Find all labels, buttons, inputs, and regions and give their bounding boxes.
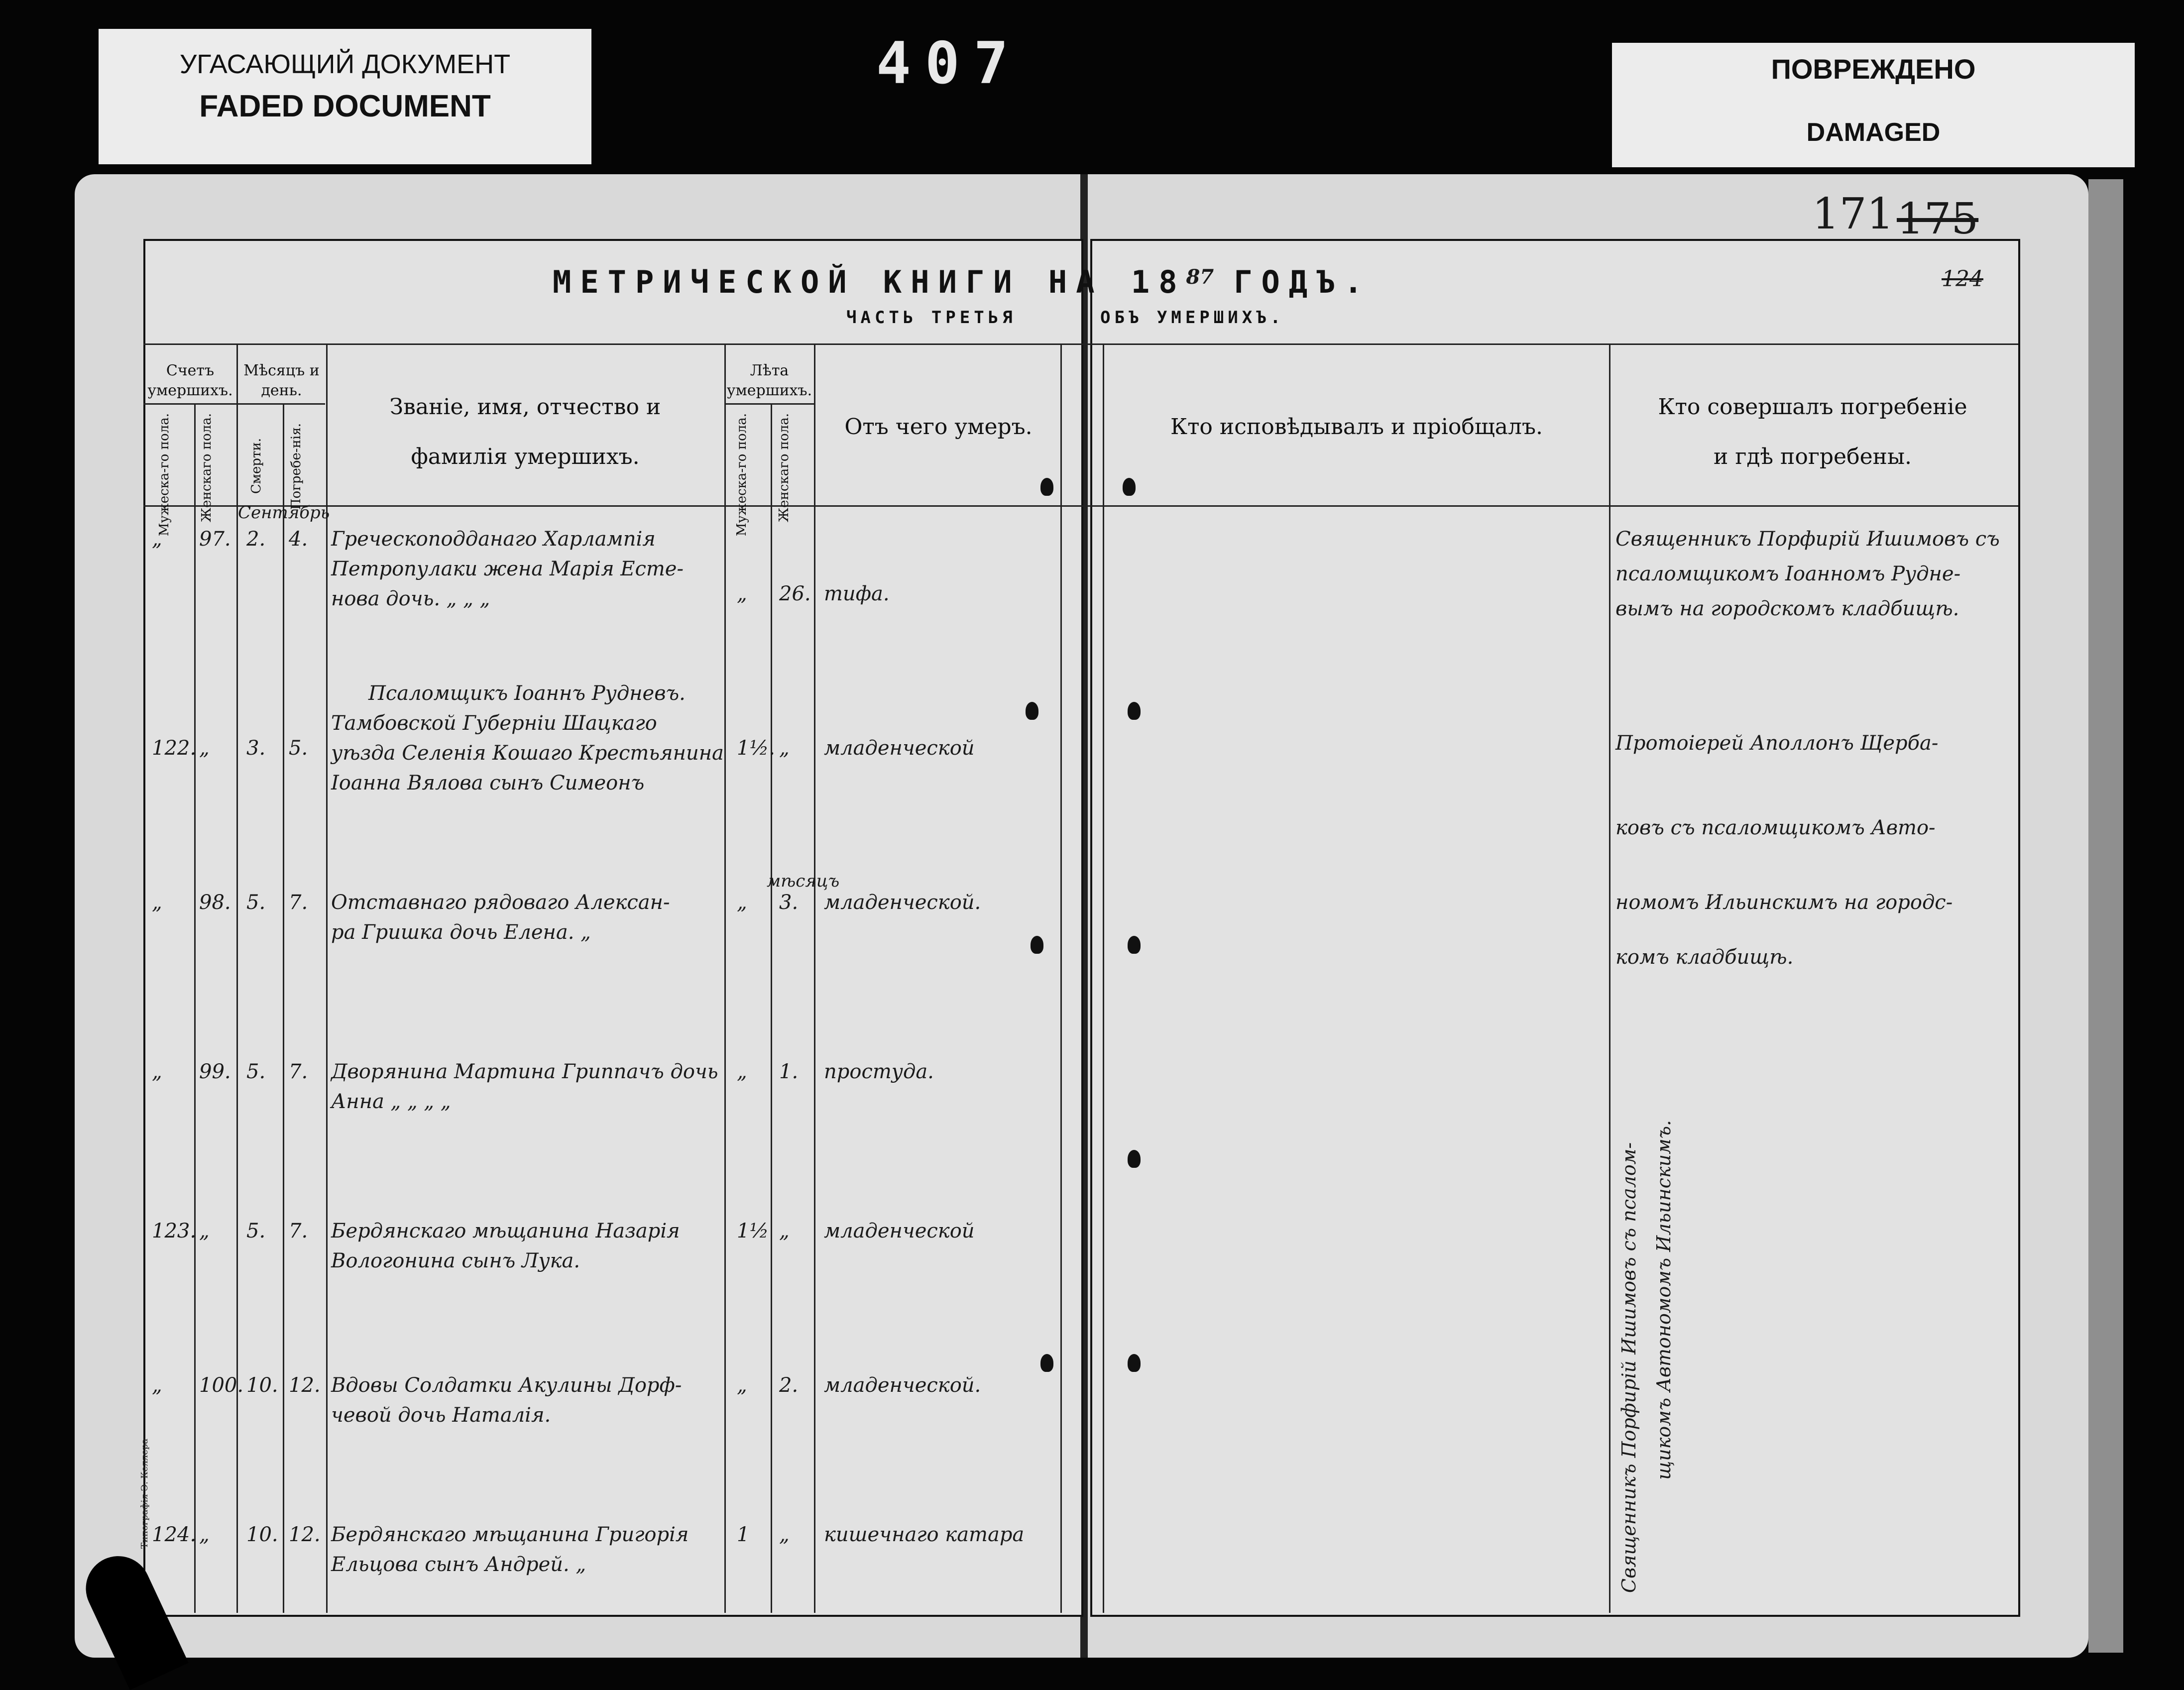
binding-hole: [1128, 1150, 1141, 1168]
header-month-death: Смерти.: [249, 438, 264, 494]
binding-hole: [1040, 478, 1053, 496]
title-text: МЕТРИЧЕСКОЙ КНИГИ НА 18: [553, 264, 1186, 300]
entry-age-female: „: [779, 737, 790, 760]
col-line: [283, 403, 284, 1613]
entry-name-line: нова дочь. „ „ „: [331, 587, 490, 610]
header-month-burial: Погребе-нія.: [289, 423, 304, 510]
header-cause: Отъ чего умеръ.: [844, 414, 1033, 440]
entry-count-female: 97.: [199, 528, 231, 551]
entry-count-female: „: [199, 737, 210, 760]
entry-age-male: „: [737, 582, 747, 605]
entry-name-line: Псаломщикъ Іоаннъ Рудневъ.: [368, 682, 686, 705]
entry-age-male: „: [737, 891, 747, 914]
entry-count-female: „: [199, 1220, 210, 1242]
burial-note-2-line4: комъ кладбищѣ.: [1615, 946, 1794, 969]
label-left-ru: УГАСАЮЩИЙ ДОКУМЕНТ: [179, 49, 511, 79]
corner-folio-struck: 124: [1942, 266, 1983, 292]
entry-name-line: Петропулаки жена Марія Есте-: [331, 558, 684, 580]
entry-age-female: 26.: [779, 582, 811, 605]
label-right-ru: ПОВРЕЖДЕНО: [1771, 53, 1976, 85]
entry-name-line: Тамбовской Губерніи Шацкаго: [331, 712, 657, 735]
burial-note-1-line1: Священникъ Порфирій Ишимовъ съ: [1615, 528, 2000, 551]
entry-age-female: „: [779, 1523, 790, 1546]
month-note: Сентябрь: [238, 503, 330, 523]
entry-name-line: Греческоподданаго Харлампія: [331, 528, 656, 551]
entry-name-line: ра Гришка дочь Елена. „: [331, 921, 591, 944]
col-line: [236, 343, 238, 1613]
header-name-line1: Званіе, имя, отчество и: [389, 394, 661, 420]
title-year-handwritten: 87: [1186, 265, 1214, 289]
header-count-female: Женскаго пола.: [199, 413, 214, 523]
entry-burial-day: 7.: [289, 1060, 308, 1083]
entry-age-female: 1.: [779, 1060, 799, 1083]
header-divider: [143, 505, 2018, 507]
count-subheader-line: [143, 403, 325, 405]
part-label: ЧАСТЬ ТРЕТЬЯ: [846, 308, 1017, 328]
archive-sheet-number: 407: [876, 30, 1023, 97]
entry-name-line: Отставнаго рядоваго Алексан-: [331, 891, 670, 914]
entry-name-line: Бердянскаго мѣщанина Назарія: [331, 1220, 680, 1242]
entry-age-female: 3.: [779, 891, 799, 914]
entry-name-line: Дворянина Мартина Гриппачъ дочь: [331, 1060, 718, 1083]
entry-cause: тифа.: [824, 582, 890, 605]
header-age: Лѣта умершихъ.: [726, 362, 812, 399]
entry-name-line: чевой дочь Наталія.: [331, 1404, 551, 1427]
entry-age-male: 1½: [737, 1220, 769, 1242]
entry-burial-day: 12.: [289, 1523, 321, 1546]
entry-death-day: 2.: [246, 528, 266, 551]
entry-cause: младенческой.: [824, 891, 981, 914]
faded-document-label: [99, 29, 591, 164]
entry-count-female: 100.: [199, 1374, 244, 1397]
col-line: [326, 343, 328, 1613]
col-line: [1103, 343, 1104, 1613]
entry-cause: кишечнаго катара: [824, 1523, 1025, 1546]
entry-cause: младенческой.: [824, 1374, 981, 1397]
entry-name-line: Ельцова сынъ Андрей. „: [331, 1553, 586, 1576]
binding-hole: [1128, 936, 1141, 954]
vertical-note-line1: Священникъ Порфирій Ишимовъ съ псалом-: [1618, 1142, 1640, 1593]
burial-note-2-line3: номомъ Ильинскимъ на городс-: [1615, 891, 1953, 914]
printer-imprint: Типографія Э. Келлера: [139, 1439, 150, 1549]
entry-age-male: „: [737, 1374, 747, 1397]
book-title: [553, 264, 1372, 300]
damaged-label: [1612, 43, 2135, 167]
entry-death-day: 10.: [246, 1374, 278, 1397]
entry-count-male: 124.: [152, 1523, 197, 1546]
header-count: Счетъ умершихъ.: [147, 362, 233, 399]
header-burial-line2: и гдѣ погребены.: [1714, 444, 1912, 469]
col-line: [814, 343, 815, 1613]
folio-struck: 175: [1897, 194, 1979, 244]
burial-note-2-line1: Протоіерей Аполлонъ Щерба-: [1615, 732, 1939, 755]
burial-note-1-line3: вымъ на городскомъ кладбищѣ.: [1615, 597, 1959, 620]
binding-hole: [1128, 702, 1141, 720]
header-age-female: Женскаго пола.: [777, 413, 792, 523]
entry-burial-day: 7.: [289, 891, 308, 914]
entry-name-line: Анна „ „ „ „: [331, 1090, 451, 1113]
entry-count-female: 98.: [199, 891, 231, 914]
entry-count-female: 99.: [199, 1060, 231, 1083]
binding-hole: [1040, 1354, 1053, 1372]
folio-number: 171: [1812, 189, 1894, 239]
binding-hole: [1123, 478, 1136, 496]
entry-count-male: „: [152, 1374, 162, 1397]
binding-hole: [1031, 936, 1043, 954]
entry-death-day: 3.: [246, 737, 266, 760]
header-count-male: Мужеска-го пола.: [157, 413, 172, 537]
entry-death-day: 5.: [246, 1220, 266, 1242]
title-divider: [143, 343, 2018, 345]
title-end: ГОДЪ.: [1234, 264, 1372, 300]
binding-hole: [1026, 702, 1038, 720]
entry-burial-day: 5.: [289, 737, 308, 760]
entry-burial-day: 7.: [289, 1220, 308, 1242]
col-line: [1609, 343, 1610, 1613]
header-confessor: Кто исповѣдывалъ и пріобщалъ.: [1170, 414, 1543, 440]
col-line: [194, 403, 196, 1613]
header-age-male: Мужеска-го пола.: [734, 413, 749, 537]
entry-cause: младенческой: [824, 737, 975, 760]
entry-age-female: 2.: [779, 1374, 799, 1397]
entry-death-day: 10.: [246, 1523, 278, 1546]
entry-age-note: мѣсяцъ: [767, 871, 840, 891]
entry-name-line: уѣзда Селенія Кошаго Крестьянина: [331, 742, 724, 765]
col-line: [724, 343, 726, 1613]
entry-name-line: Іоанна Вялова сынъ Симеонъ: [331, 772, 645, 794]
entry-count-male: „: [152, 891, 162, 914]
entry-count-male: „: [152, 528, 162, 551]
burial-note-2-line2: ковъ съ псаломщикомъ Авто-: [1615, 816, 1936, 839]
vertical-note-line2: щикомъ Автономомъ Ильинскимъ.: [1653, 1120, 1675, 1480]
right-page-stack: [2088, 179, 2123, 1653]
col-line: [771, 403, 772, 1613]
entry-count-male: 122.: [152, 737, 197, 760]
entry-cause: младенческой: [824, 1220, 975, 1242]
header-name-line2: фамилія умершихъ.: [411, 444, 640, 469]
part-label-right: ОБЪ УМЕРШИХЪ.: [1100, 308, 1285, 328]
header-burial-line1: Кто совершалъ погребеніе: [1658, 394, 1967, 420]
entry-name-line: Вологонина сынъ Лука.: [331, 1249, 580, 1272]
entry-age-male: 1: [737, 1523, 750, 1546]
entry-age-male: 1½.: [737, 737, 775, 760]
label-right-en: DAMAGED: [1806, 118, 1941, 147]
entry-name-line: Бердянскаго мѣщанина Григорія: [331, 1523, 689, 1546]
entry-name-line: Вдовы Солдатки Акулины Дорф-: [331, 1374, 682, 1397]
entry-count-male: 123.: [152, 1220, 197, 1242]
entry-count-male: „: [152, 1060, 162, 1083]
binding-hole: [1128, 1354, 1141, 1372]
entry-cause: простуда.: [824, 1060, 934, 1083]
entry-burial-day: 12.: [289, 1374, 321, 1397]
entry-death-day: 5.: [246, 1060, 266, 1083]
age-subheader-line: [724, 403, 814, 405]
label-left-en: FADED DOCUMENT: [199, 89, 491, 123]
col-line: [1060, 343, 1062, 1613]
entry-count-female: „: [199, 1523, 210, 1546]
burial-note-1-line2: псаломщикомъ Іоанномъ Рудне-: [1615, 563, 1961, 585]
entry-age-female: „: [779, 1220, 790, 1242]
entry-burial-day: 4.: [289, 528, 308, 551]
entry-age-male: „: [737, 1060, 747, 1083]
entry-death-day: 5.: [246, 891, 266, 914]
header-month: Мѣсяцъ и день.: [243, 362, 320, 399]
